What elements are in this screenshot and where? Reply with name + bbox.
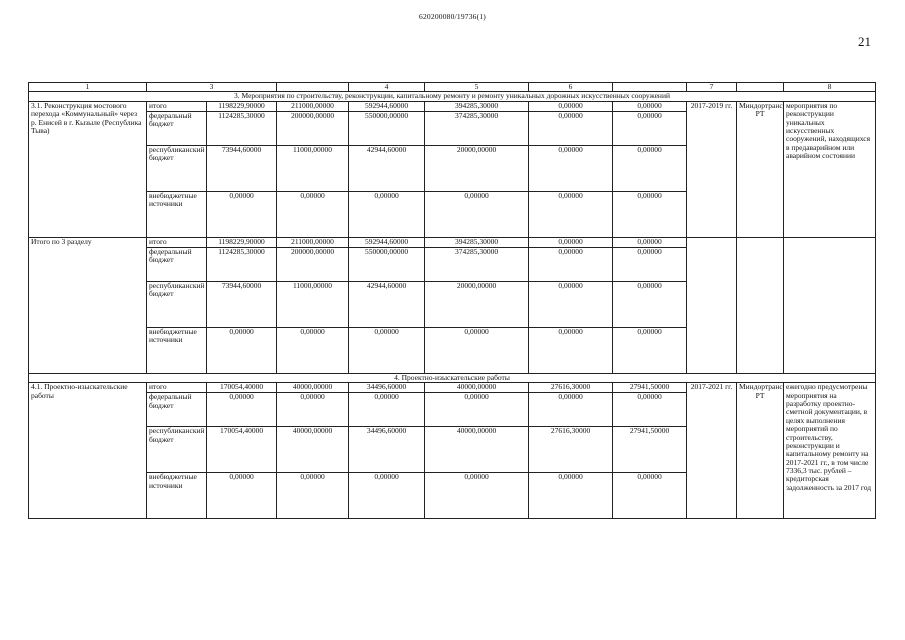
page-number: 21 xyxy=(858,34,871,49)
funding-source: внебюджетные источники xyxy=(147,327,207,373)
amount-cell: 1198229,90000 xyxy=(207,101,277,111)
amount-cell: 200000,00000 xyxy=(277,111,349,145)
amount-cell: 27941,50000 xyxy=(613,427,687,473)
amount-cell: 1198229,90000 xyxy=(207,237,277,247)
header-cell: 1 xyxy=(29,83,147,92)
funding-source: итого xyxy=(147,237,207,247)
header-cell xyxy=(613,83,687,92)
amount-cell: 0,00000 xyxy=(277,191,349,237)
table-row xyxy=(29,237,876,247)
executor-cell: Миндортранс РТ xyxy=(737,383,784,519)
amount-cell: 0,00000 xyxy=(207,327,277,373)
amount-cell: 42944,60000 xyxy=(349,281,425,327)
executor-cell: Миндортранс РТ xyxy=(737,101,784,237)
amount-cell: 0,00000 xyxy=(613,473,687,519)
amount-cell: 0,00000 xyxy=(613,393,687,427)
amount-cell: 40000,00000 xyxy=(425,383,529,393)
program-table xyxy=(28,82,876,519)
amount-cell: 374285,30000 xyxy=(425,111,529,145)
amount-cell: 0,00000 xyxy=(349,327,425,373)
amount-cell: 73944,60000 xyxy=(207,281,277,327)
amount-cell: 0,00000 xyxy=(349,393,425,427)
header-cell: 8 xyxy=(784,83,876,92)
section-title: 3. Мероприятия по строительству, реконструкции, капитальному ремонту и ремонту уникальных дорожных искусственных сооружений xyxy=(29,92,876,101)
amount-cell: 20000,00000 xyxy=(425,145,529,191)
expected-result: ежегодно предусмотрены мероприятия на разработку проектно-сметной документации, в целях выполнения мероприятий по строительству, реконструкции и капитальному ремонту на 2017-2021 гг., в том числе 7336,3 тыс. рублей – кредиторская задолженность за 2017 год xyxy=(784,383,876,519)
table-row xyxy=(29,383,876,393)
amount-cell: 550000,00000 xyxy=(349,247,425,281)
amount-cell: 40000,00000 xyxy=(425,427,529,473)
amount-cell: 170054,40000 xyxy=(207,383,277,393)
header-cell xyxy=(737,83,784,92)
period-cell xyxy=(687,237,737,373)
period-cell: 2017-2021 гг. xyxy=(687,383,737,519)
funding-source: республиканский бюджет xyxy=(147,145,207,191)
header-cell: 7 xyxy=(687,83,737,92)
amount-cell: 34496,60000 xyxy=(349,427,425,473)
amount-cell: 20000,00000 xyxy=(425,281,529,327)
period-cell: 2017-2019 гг. xyxy=(687,101,737,237)
header-row xyxy=(29,83,876,92)
amount-cell: 40000,00000 xyxy=(277,427,349,473)
amount-cell: 27941,50000 xyxy=(613,383,687,393)
amount-cell: 1124285,30000 xyxy=(207,111,277,145)
amount-cell: 211000,00000 xyxy=(277,237,349,247)
amount-cell: 394285,30000 xyxy=(425,101,529,111)
amount-cell: 0,00000 xyxy=(529,111,613,145)
funding-source: федеральный бюджет xyxy=(147,393,207,427)
amount-cell: 0,00000 xyxy=(529,145,613,191)
amount-cell: 0,00000 xyxy=(529,247,613,281)
amount-cell: 0,00000 xyxy=(613,281,687,327)
header-cell: 3 xyxy=(147,83,277,92)
table-row xyxy=(29,101,876,111)
amount-cell: 0,00000 xyxy=(529,327,613,373)
amount-cell: 34496,60000 xyxy=(349,383,425,393)
amount-cell: 374285,30000 xyxy=(425,247,529,281)
section-title-row xyxy=(29,92,876,101)
amount-cell: 592944,60000 xyxy=(349,237,425,247)
amount-cell: 0,00000 xyxy=(425,393,529,427)
amount-cell: 73944,60000 xyxy=(207,145,277,191)
amount-cell: 550000,00000 xyxy=(349,111,425,145)
amount-cell: 0,00000 xyxy=(425,191,529,237)
amount-cell: 0,00000 xyxy=(613,145,687,191)
amount-cell: 0,00000 xyxy=(277,473,349,519)
section-title: 4. Проектно-изыскательские работы xyxy=(29,373,876,382)
amount-cell: 27616,30000 xyxy=(529,427,613,473)
document-id: 620200080/19736(1) xyxy=(419,12,486,21)
amount-cell: 11000,00000 xyxy=(277,145,349,191)
amount-cell: 0,00000 xyxy=(613,247,687,281)
amount-cell: 200000,00000 xyxy=(277,247,349,281)
amount-cell: 1124285,30000 xyxy=(207,247,277,281)
amount-cell: 211000,00000 xyxy=(277,101,349,111)
amount-cell: 0,00000 xyxy=(349,191,425,237)
amount-cell: 0,00000 xyxy=(349,473,425,519)
funding-source: федеральный бюджет xyxy=(147,247,207,281)
amount-cell: 0,00000 xyxy=(207,393,277,427)
amount-cell: 0,00000 xyxy=(277,393,349,427)
amount-cell: 394285,30000 xyxy=(425,237,529,247)
section-title-row xyxy=(29,373,876,382)
funding-source: внебюджетные источники xyxy=(147,473,207,519)
amount-cell: 0,00000 xyxy=(529,237,613,247)
measure-name: Итого по 3 разделу xyxy=(29,237,147,373)
header-cell xyxy=(277,83,349,92)
header-cell: 4 xyxy=(349,83,425,92)
amount-cell: 0,00000 xyxy=(613,191,687,237)
header-cell: 6 xyxy=(529,83,613,92)
funding-source: внебюджетные источники xyxy=(147,191,207,237)
amount-cell: 0,00000 xyxy=(613,101,687,111)
amount-cell: 170054,40000 xyxy=(207,427,277,473)
amount-cell: 0,00000 xyxy=(529,281,613,327)
expected-result: мероприятия по реконструкции уникальных искусственных сооружений, находящихся в предаварийном или аварийном состоянии xyxy=(784,101,876,237)
amount-cell: 0,00000 xyxy=(425,473,529,519)
amount-cell: 0,00000 xyxy=(529,473,613,519)
funding-source: итого xyxy=(147,101,207,111)
funding-source: федеральный бюджет xyxy=(147,111,207,145)
amount-cell: 0,00000 xyxy=(613,327,687,373)
funding-source: итого xyxy=(147,383,207,393)
header-cell: 5 xyxy=(425,83,529,92)
executor-cell xyxy=(737,237,784,373)
amount-cell: 0,00000 xyxy=(529,191,613,237)
amount-cell: 0,00000 xyxy=(207,473,277,519)
measure-name: 3.1. Реконструкция мостового перехода «Коммунальный» через р. Енисей в г. Кызыле (Республика Тыва) xyxy=(29,101,147,237)
amount-cell: 0,00000 xyxy=(613,237,687,247)
amount-cell: 0,00000 xyxy=(277,327,349,373)
amount-cell: 11000,00000 xyxy=(277,281,349,327)
amount-cell: 42944,60000 xyxy=(349,145,425,191)
amount-cell: 40000,00000 xyxy=(277,383,349,393)
measure-name: 4.1. Проектно-изыскательские работы xyxy=(29,383,147,519)
amount-cell: 0,00000 xyxy=(425,327,529,373)
amount-cell: 0,00000 xyxy=(613,111,687,145)
amount-cell: 0,00000 xyxy=(529,101,613,111)
amount-cell: 27616,30000 xyxy=(529,383,613,393)
amount-cell: 0,00000 xyxy=(529,393,613,427)
amount-cell: 0,00000 xyxy=(207,191,277,237)
expected-result xyxy=(784,237,876,373)
funding-source: республиканский бюджет xyxy=(147,281,207,327)
amount-cell: 592944,60000 xyxy=(349,101,425,111)
funding-source: республиканский бюджет xyxy=(147,427,207,473)
